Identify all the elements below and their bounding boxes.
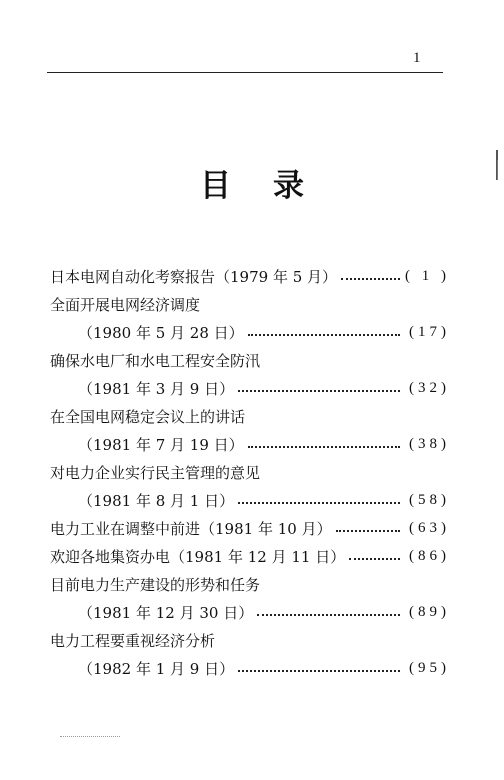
toc-entry-title: （1981 年 7 月 19 日） [78,435,244,454]
toc-entry-title: 目前电力生产建设的形势和任务 [50,575,261,594]
scan-edge-mark [497,160,498,180]
toc-entry-page: (32) [409,379,450,396]
dot-leader [238,500,400,504]
toc-entry[interactable] [50,458,450,486]
toc-entry-date[interactable] [50,486,450,514]
toc-entry-title: 日本电网自动化考察报告（1979 年 5 月） [50,267,338,286]
toc-entry-page: (17) [409,323,450,340]
toc-entry-title: 对电力企业实行民主管理的意见 [50,463,261,482]
toc-entry-title: （1982 年 1 月 9 日） [78,659,235,678]
toc-entry-title: （1981 年 3 月 9 日） [78,379,235,398]
dot-leader [257,612,400,616]
dot-leader [248,444,400,448]
toc-entry-title: （1981 年 12 月 30 日） [78,603,254,622]
table-of-contents [50,262,450,682]
toc-entry-page: (89) [409,603,450,620]
toc-entry[interactable] [50,626,450,654]
toc-entry[interactable] [50,542,450,570]
toc-entry[interactable] [50,290,450,318]
toc-entry-date[interactable] [50,654,450,682]
dot-leader [238,388,400,392]
toc-entry[interactable] [50,346,450,374]
dot-leader [248,332,400,336]
toc-entry-page: (38) [409,435,450,452]
toc-entry-title: 在全国电网稳定会议上的讲话 [50,407,246,426]
toc-entry-title: 确保水电厂和水电工程安全防汛 [50,351,261,370]
toc-entry-date[interactable] [50,598,450,626]
toc-entry-title: （1981 年 8 月 1 日） [78,491,235,510]
toc-entry[interactable] [50,514,450,542]
scan-artifact [60,735,120,737]
page-title: 目录 [200,168,346,204]
toc-entry-title: 欢迎各地集资办电（1981 年 12 月 11 日） [50,547,346,566]
dot-leader [336,528,400,532]
toc-entry[interactable] [50,402,450,430]
header-rule [47,72,443,73]
toc-entry-page: ( 1 ) [405,267,450,284]
toc-entry[interactable] [50,262,450,290]
dot-leader [349,556,400,560]
toc-entry[interactable] [50,570,450,598]
toc-entry-page: (86) [409,547,450,564]
page-number: 1 [413,50,421,66]
toc-entry-date[interactable] [50,374,450,402]
toc-entry-title: 电力工程要重视经济分析 [50,631,216,650]
dot-leader [341,276,400,280]
toc-entry-page: (63) [409,519,450,536]
toc-entry-title: （1980 年 5 月 28 日） [78,323,244,342]
toc-entry-date[interactable] [50,430,450,458]
toc-entry-title: 全面开展电网经济调度 [50,295,201,314]
toc-entry-title: 电力工业在调整中前进（1981 年 10 月） [50,519,332,538]
toc-entry-date[interactable] [50,318,450,346]
toc-entry-page: (58) [409,491,450,508]
dot-leader [238,668,400,672]
toc-entry-page: (95) [409,659,450,676]
